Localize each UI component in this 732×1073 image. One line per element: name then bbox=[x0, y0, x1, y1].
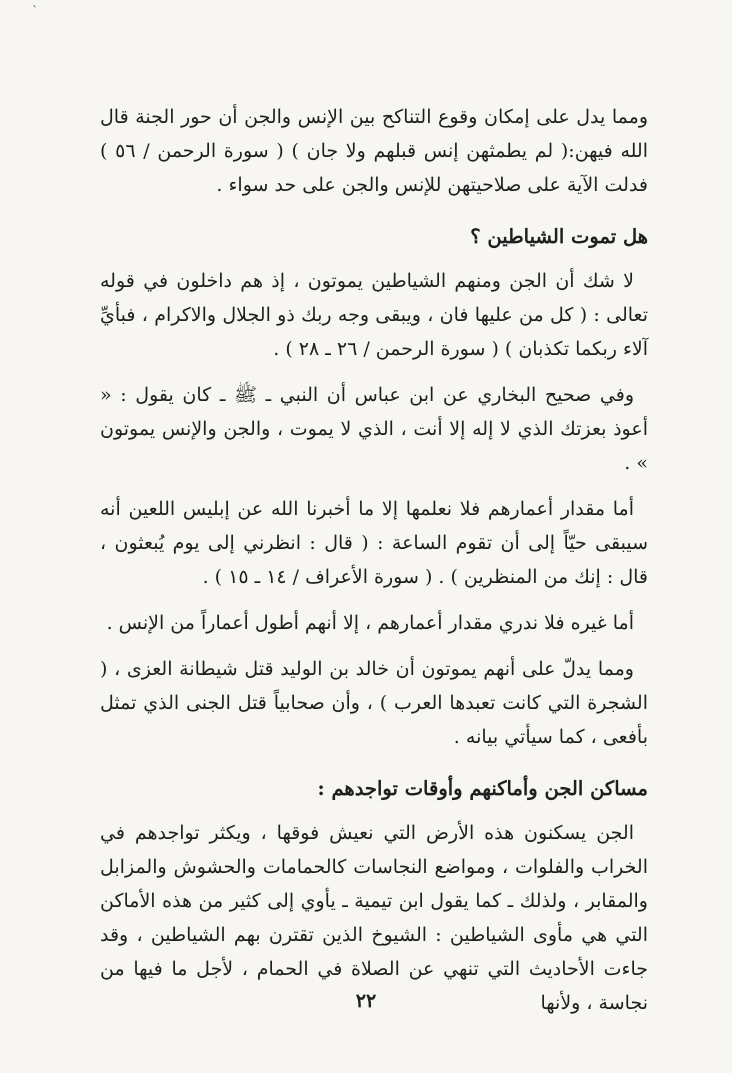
paragraph-jinn-die: لا شك أن الجن ومنهم الشياطين يموتون ، إذ هم داخلون في قوله تعالى : ( كل من عليها فان ، ويبقى وجه ربك ذو الجلال والاكرام ، فبأيِّ آلاء ربكما تكذبان ) ( سورة الرحمن / ٢٦ ـ ٢٨ ) . bbox=[100, 270, 648, 360]
paragraph-khalid-evidence: ومما يدلّ على أنهم يموتون أن خالد بن الوليد قتل شيطانة العزى ، ( الشجرة التي كانت تعبدها العرب ) ، وأن صحابياً قتل الجنى الذي تمثل بأفعى ، كما سيأتي بيانه . bbox=[100, 658, 648, 748]
page-body bbox=[100, 100, 648, 1032]
scan-mark: ˋ bbox=[32, 4, 38, 18]
paragraph-jinn-places: الجن يسكنون هذه الأرض التي نعيش فوقها ، ويكثر تواجدهم في الخراب والفلوات ، ومواضع النجاسات كالحمامات والحشوش والمزابل والمقابر ، ولذلك ـ كما يقول ابن تيمية ـ يأوي إلى كثير من هذه الأماكن التي هي مأوى الشياطين : الشيوخ الذين تقترن بهم الشياطين ، وقد جاءت الأحاديث التي تنهي عن الصلاة في الحمام ، لأجل ما فيها من نجاسة ، ولأنها bbox=[100, 822, 648, 1014]
heading-jinn-dwellings: مساكن الجن وأماكنهم وأوقات تواجدهم : bbox=[317, 777, 648, 800]
paragraph-marriage-evidence: ومما يدل على إمكان وقوع التناكح بين الإنس والجن أن حور الجنة قال الله فيهن:( لم يطمثهن إنس قبلهم ولا جان ) ( سورة الرحمن / ٥٦ ) فدلت الآية على صلاحيتهن للإنس والجن على حد سواء . bbox=[100, 106, 648, 196]
paragraph-bukhari-hadith: وفي صحيح البخاري عن ابن عباس أن النبي ـ ﷺ ـ كان يقول : « أعوذ بعزتك الذي لا إله إلا أنت ، الذي لا يموت ، والجن والإنس يموتون » . bbox=[100, 384, 648, 474]
heading-do-devils-die: هل تموت الشياطين ؟ bbox=[470, 225, 648, 248]
paragraph-lifespans: أما مقدار أعمارهم فلا نعلمها إلا ما أخبرنا الله عن إبليس اللعين أنه سيبقى حيّاً إلى أن تقوم الساعة : ( قال : انظرني إلى يوم يُبعثون ، قال : إنك من المنظرين ) . ( سورة الأعراف / ١٤ ـ ١٥ ) . bbox=[100, 498, 648, 588]
paragraph-others-lifespans: أما غيره فلا ندري مقدار أعمارهم ، إلا أنهم أطول أعماراً من الإنس . bbox=[106, 612, 634, 634]
page-number: ٢٢ bbox=[355, 990, 377, 1012]
